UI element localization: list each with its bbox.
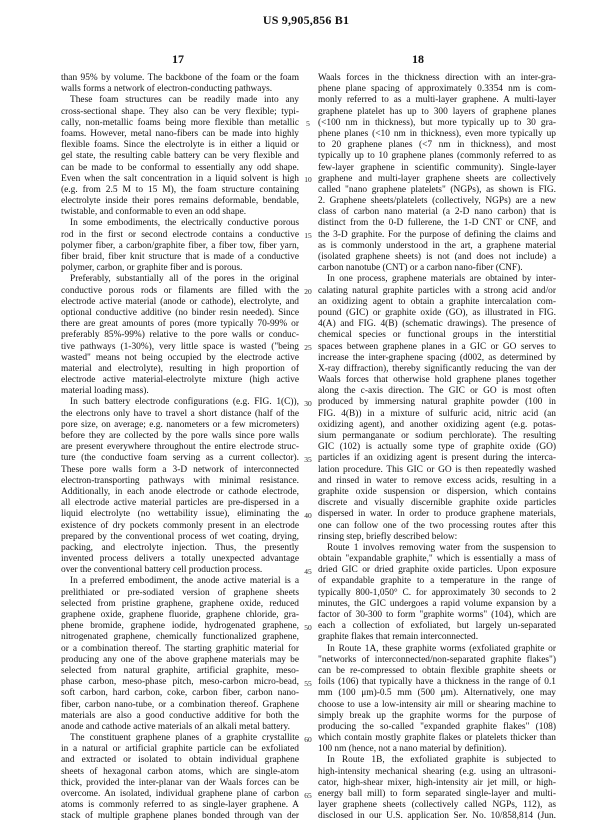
margin-line-number: 60	[304, 734, 312, 744]
text-line: class of carbon nano material (a 2-D nano carbon) that is	[318, 207, 556, 218]
text-line: monly referred to as a multi-layer graphene. A multi-layer	[318, 95, 556, 106]
text-line: typically 800-1,050° C. for approximately 30 seconds to 2	[318, 587, 556, 598]
text-line: few-layer graphene in scientific community). Single-layer	[318, 162, 556, 173]
text-line: Additionally, in each anode electrode or cathode electrode,	[61, 486, 299, 497]
text-line: all electrode active material particles are pre-dispersed in a	[61, 498, 299, 509]
margin-line-number: 55	[304, 678, 312, 688]
text-line: sheets of hexagonal carbon atoms, which are single-atom	[61, 766, 299, 777]
page-number-right: 18	[412, 52, 424, 66]
text-line: flexible foams. Since the electrolyte is in either a liquid or	[61, 140, 299, 151]
text-line: lation procedure. This GIC or GO is then repeatedly washed	[318, 464, 556, 475]
text-line: increase the inter-graphene spacing (d002, as determined by	[318, 352, 556, 363]
text-line: packing, and electrolyte injection. Thus, the presently	[61, 542, 299, 553]
text-line: tive pathways (1-30%), very little space is wasted ("being	[61, 341, 299, 352]
text-line: sium permanganate or sodium perchlorate). The resulting	[318, 431, 556, 441]
margin-line-number: 40	[304, 510, 312, 520]
text-line: particles if an oxidizing agent is present during the interca-	[318, 453, 556, 464]
text-line: the electrons only have to travel a short distance (half of the	[61, 408, 299, 419]
text-line: layer graphene sheets (collectively called NGPs, 112), as	[318, 800, 556, 811]
text-line: (isolated graphene sheets) is not (and does not include) a	[318, 252, 556, 262]
text-line: phene bromide, graphene iodide, hydrogenated graphene,	[61, 621, 299, 632]
text-line: The constituent graphene planes of a graphite crystallite	[70, 733, 299, 744]
text-line: prepared by the conventional process of wet coating, drying,	[61, 531, 299, 542]
text-line: In Route 1A, these graphite worms (exfoliated graphite or	[327, 643, 556, 654]
text-line: FIG. 4(B)) in a mixture of sulfuric acid, nitric acid (an	[318, 408, 556, 419]
text-line: walls forms a network of electron-conducting pathways.	[61, 84, 273, 95]
text-line: graphene platelet has up to 300 layers of graphene planes	[318, 106, 556, 117]
text-line: optional conductive additive (no binder resin needed). Since	[61, 307, 299, 318]
text-line: one can follow one of the two processing routes after this	[318, 520, 556, 531]
margin-line-number: 10	[304, 174, 312, 184]
text-line: and rinsed in water to remove excess acids, resulting in a	[318, 475, 556, 486]
text-line: selected from pristine graphene, graphene oxide, reduced	[61, 598, 299, 609]
text-line: minutes, the GIC undergoes a rapid volume expansion by a	[318, 598, 556, 609]
text-line: spaces between graphene planes in a GIC or GO serves to	[318, 341, 556, 352]
margin-line-number: 25	[304, 342, 312, 352]
text-line: the 3-D graphite. For the purpose of defining the claims and	[318, 229, 556, 240]
text-line: rinsing step, briefly described below:	[318, 531, 458, 542]
text-line: over the conventional battery cell production process.	[61, 565, 263, 576]
text-line: dried GIC or dried graphite oxide particles. Upon exposure	[318, 565, 556, 576]
margin-line-number: 50	[304, 622, 312, 632]
text-line: stack of multiple graphene planes bonded through van der	[61, 811, 299, 822]
text-line: polymer, carbon, or graphite fiber and is porous.	[61, 263, 243, 274]
text-line: graphite flakes that remain interconnected.	[318, 632, 479, 643]
text-line: (e.g. from 2.5 M to 15 M), the foam structure containing	[61, 184, 299, 195]
text-line: along the c-axis direction. The GIC or GO is most often	[318, 386, 556, 397]
text-line: carbon nanotube (CNT) or a carbon nano-fiber (CNF).	[318, 263, 523, 274]
text-line: to 20 graphene planes (<7 nm in thickness), and most	[318, 140, 556, 151]
text-line: invented process delivers a totally unexpected advantage	[61, 554, 299, 565]
text-line: phene plane spacing of approximately 0.3354 nm is com-	[318, 84, 556, 95]
text-line: These pore walls form a 3-D network of interconnected	[61, 464, 299, 475]
text-line: X-ray diffraction), thereby significantly reducing the van der	[318, 363, 556, 374]
text-line: In such battery electrode configurations (e.g. FIG. 1(C)),	[70, 397, 299, 408]
text-line: liquid electrolyte (no wettability issue), eliminating the	[61, 509, 299, 520]
text-line: conductive porous rods or filaments are filled with the	[61, 285, 299, 296]
text-line: soft carbon, hard carbon, coke, carbon fiber, carbon nano-	[61, 688, 299, 699]
text-line: producing the so-called "expanded graphite flakes" (108)	[318, 721, 556, 732]
text-line: there are great amounts of pores (more typically 70-99% or	[61, 319, 299, 330]
text-line: calating natural graphite particles with a strong acid and/or	[318, 285, 556, 296]
text-line: Route 1 involves removing water from the suspension to	[327, 542, 556, 553]
text-line: called "nano graphene platelets" (NGPs), as shown is FIG.	[318, 184, 556, 195]
text-line: Even when the salt concentration in a liquid solvent is high	[61, 173, 299, 184]
text-line: 100 nm (hence, not a nano material by definition).	[318, 744, 507, 755]
page-number-left: 17	[172, 52, 184, 66]
text-line: (<100 nm in thickness), but more typically up to 30 gra-	[318, 117, 556, 128]
text-line: In a preferred embodiment, the anode active material is a	[70, 576, 299, 587]
text-line: GIC (102) is actually some type of graphite oxide (GO)	[318, 442, 556, 453]
text-line: Waals forces that otherwise hold graphene planes together	[318, 375, 556, 386]
text-line: preferably 85%-99%) relative to the pore walls or conduc-	[61, 330, 299, 341]
text-line: dispersed in water. In order to produce graphene materials,	[318, 509, 556, 520]
text-line: simply break up the graphite worms for the purpose of	[318, 710, 556, 721]
text-line: cally, non-metallic foams being more flexible than metallic	[61, 117, 299, 128]
text-line: materials are also a good conductive additive for both the	[61, 710, 299, 721]
text-line: typically up to 10 graphene planes (commonly referred to as	[318, 151, 556, 162]
text-line: can be made to be conformal to essentially any odd shape.	[61, 162, 299, 173]
text-line: which contain mostly graphite flakes or platelets thicker than	[318, 733, 556, 744]
text-line: producing any one of the above graphene materials may be	[61, 654, 299, 665]
text-line: of expandable graphite to a temperature in the range of	[318, 576, 556, 587]
left-text-column	[61, 73, 299, 823]
text-line: In Route 1B, the exfoliated graphite is subjected to	[327, 755, 556, 766]
text-line: obtain "expandable graphite," which is essentially a mass of	[318, 554, 556, 565]
text-line: phase carbon, meso-phase pitch, meso-carbon micro-bead,	[61, 677, 299, 688]
text-line: are present everywhere throughout the entire electrode struc-	[61, 442, 299, 453]
text-line: phene planes (<10 nm in thickness), even more typically up	[318, 128, 556, 139]
text-line: material loading mass).	[61, 386, 149, 397]
text-line: disclosed in our U.S. application Ser. No. 10/858,814 (Jun.	[318, 811, 556, 822]
text-line: high-intensity mechanical shearing (e.g. using an ultrasoni-	[318, 766, 556, 777]
text-line: foils (106) that typically have a thickness in the range of 0.1	[318, 677, 556, 688]
text-line: distinct from the 0-D fullerene, the 1-D CNT or CNF, and	[318, 218, 556, 229]
text-line: than 95% by volume. The backbone of the foam or the foam	[61, 73, 299, 83]
text-line: ture (the conductive foam serving as a current collector).	[61, 453, 299, 464]
text-line: can be re-compressed to obtain flexible graphite sheets or	[318, 665, 556, 676]
text-line: cross-sectional shape. They also can be very flexible; typi-	[61, 106, 299, 117]
text-line: mm (100 μm)-0.5 mm (500 μm). Alternatively, one may	[318, 688, 556, 699]
text-line: In some embodiments, the electrically conductive porous	[70, 218, 299, 229]
text-line: produced by immersing natural graphite powder (100 in	[318, 397, 556, 408]
right-text-column	[318, 73, 556, 823]
margin-line-number: 35	[304, 454, 312, 464]
text-line: graphite oxide suspension or dispersion, which contains	[318, 486, 556, 497]
text-line: wasted" means not being occupied by the electrode active	[61, 352, 299, 363]
text-line: twistable, and conformable to even an odd shape.	[61, 207, 247, 218]
text-line: polymer fiber, a carbon/graphite fiber, a fiber tow, fiber yarn,	[61, 240, 299, 251]
margin-line-number: 20	[304, 286, 312, 296]
text-line: material and electrolyte), resulting in high proportion of	[61, 363, 299, 374]
text-line: existence of dry pockets commonly present in an electrode	[61, 520, 299, 531]
text-line: Waals forces in the thickness direction with an inter-gra-	[318, 73, 556, 83]
text-line: thick, provided the inter-planar van der Waals forces can be	[61, 777, 299, 788]
text-line: "networks of interconnected/non-separated graphite flakes")	[318, 654, 556, 665]
text-line: as is commonly understood in the art, a graphene material	[318, 240, 556, 251]
text-line: graphene oxide, graphene fluoride, graphene chloride, gra-	[61, 610, 299, 620]
text-line: energy ball mill) to form separated single-layer and multi-	[318, 789, 556, 799]
text-line: selected from natural graphite, artificial graphite, meso-	[61, 665, 299, 676]
margin-line-number: 30	[304, 398, 312, 408]
patent-number-header: US 9,905,856 B1	[262, 13, 350, 27]
text-line: or a combination thereof. The starting graphitic material for	[61, 643, 299, 654]
text-line: choose to use a low-intensity air mill or shearing machine to	[318, 699, 556, 710]
text-line: an oxidizing agent to obtain a graphite intercalation com-	[318, 296, 556, 307]
text-line: pound (GIC) or graphite oxide (GO), as illustrated in FIG.	[318, 307, 556, 318]
text-line: electrode active material (anode or cathode), electrolyte, and	[61, 296, 299, 307]
text-line: prelithiated or pre-sodiated version of graphene sheets	[61, 587, 299, 598]
margin-line-number: 65	[304, 790, 312, 800]
text-line: factor of 30-300 to form "graphite worms" (104), which are	[318, 610, 556, 620]
text-line: overcome. An isolated, individual graphene plane of carbon	[61, 789, 299, 799]
text-line: 2. Graphene sheets/platelets (collectively, NGPs) are a new	[318, 196, 556, 207]
text-line: pore size, on average; e.g. nanometers or a few micrometers)	[61, 419, 299, 430]
text-line: chemical species or functional groups in the interstitial	[318, 330, 556, 341]
text-line: before they are collected by the pore walls since pore walls	[61, 431, 299, 441]
text-line: graphene and multi-layer graphene sheets are collectively	[318, 173, 556, 184]
text-line: In one process, graphene materials are obtained by inter-	[327, 274, 556, 285]
text-line: 4(A) and FIG. 4(B) (schematic drawings). The presence of	[318, 319, 556, 330]
text-line: Preferably, substantially all of the pores in the original	[70, 274, 299, 285]
text-line: electrolyte inside their pores remains deformable, bendable,	[61, 196, 299, 207]
text-line: electrode active material-electrolyte mixture (high active	[61, 375, 299, 386]
text-line: nitrogenated graphene, chemically functionalized graphene,	[61, 632, 299, 643]
text-line: discrete and visually discernible graphite oxide particles	[318, 498, 556, 509]
text-line: cator, high-shear mixer, high-intensity air jet mill, or high-	[318, 777, 556, 788]
text-line: atoms is commonly referred to as single-layer graphene. A	[61, 800, 299, 811]
margin-line-number: 45	[304, 566, 312, 576]
margin-line-number: 15	[304, 230, 312, 240]
margin-line-number: 5	[306, 118, 310, 128]
text-line: electron-transporting pathways with minimal resistance.	[61, 475, 299, 486]
text-line: and extracted or isolated to obtain individual graphene	[61, 755, 299, 766]
text-line: foams. However, metal nano-fibers can be made into highly	[61, 128, 299, 139]
text-line: These foam structures can be readily made into any	[70, 95, 299, 106]
text-line: gel state, the resulting cable battery can be very flexible and	[61, 151, 299, 162]
text-line: rod in the first or second electrode contains a conductive	[61, 229, 299, 240]
text-line: each a collection of exfoliated, but largely un-separated	[318, 621, 556, 632]
text-line: fiber braid, fiber knit structure that is made of a conductive	[61, 252, 299, 262]
text-line: anode and cathode active materials of an alkali metal battery.	[61, 721, 290, 732]
text-line: fiber, carbon nano-tube, or a combination thereof. Graphene	[61, 699, 299, 710]
text-line: in a natural or artificial graphite particle can be exfoliated	[61, 744, 299, 755]
text-line: oxidizing agent), and another oxidizing agent (e.g. potas-	[318, 419, 556, 430]
